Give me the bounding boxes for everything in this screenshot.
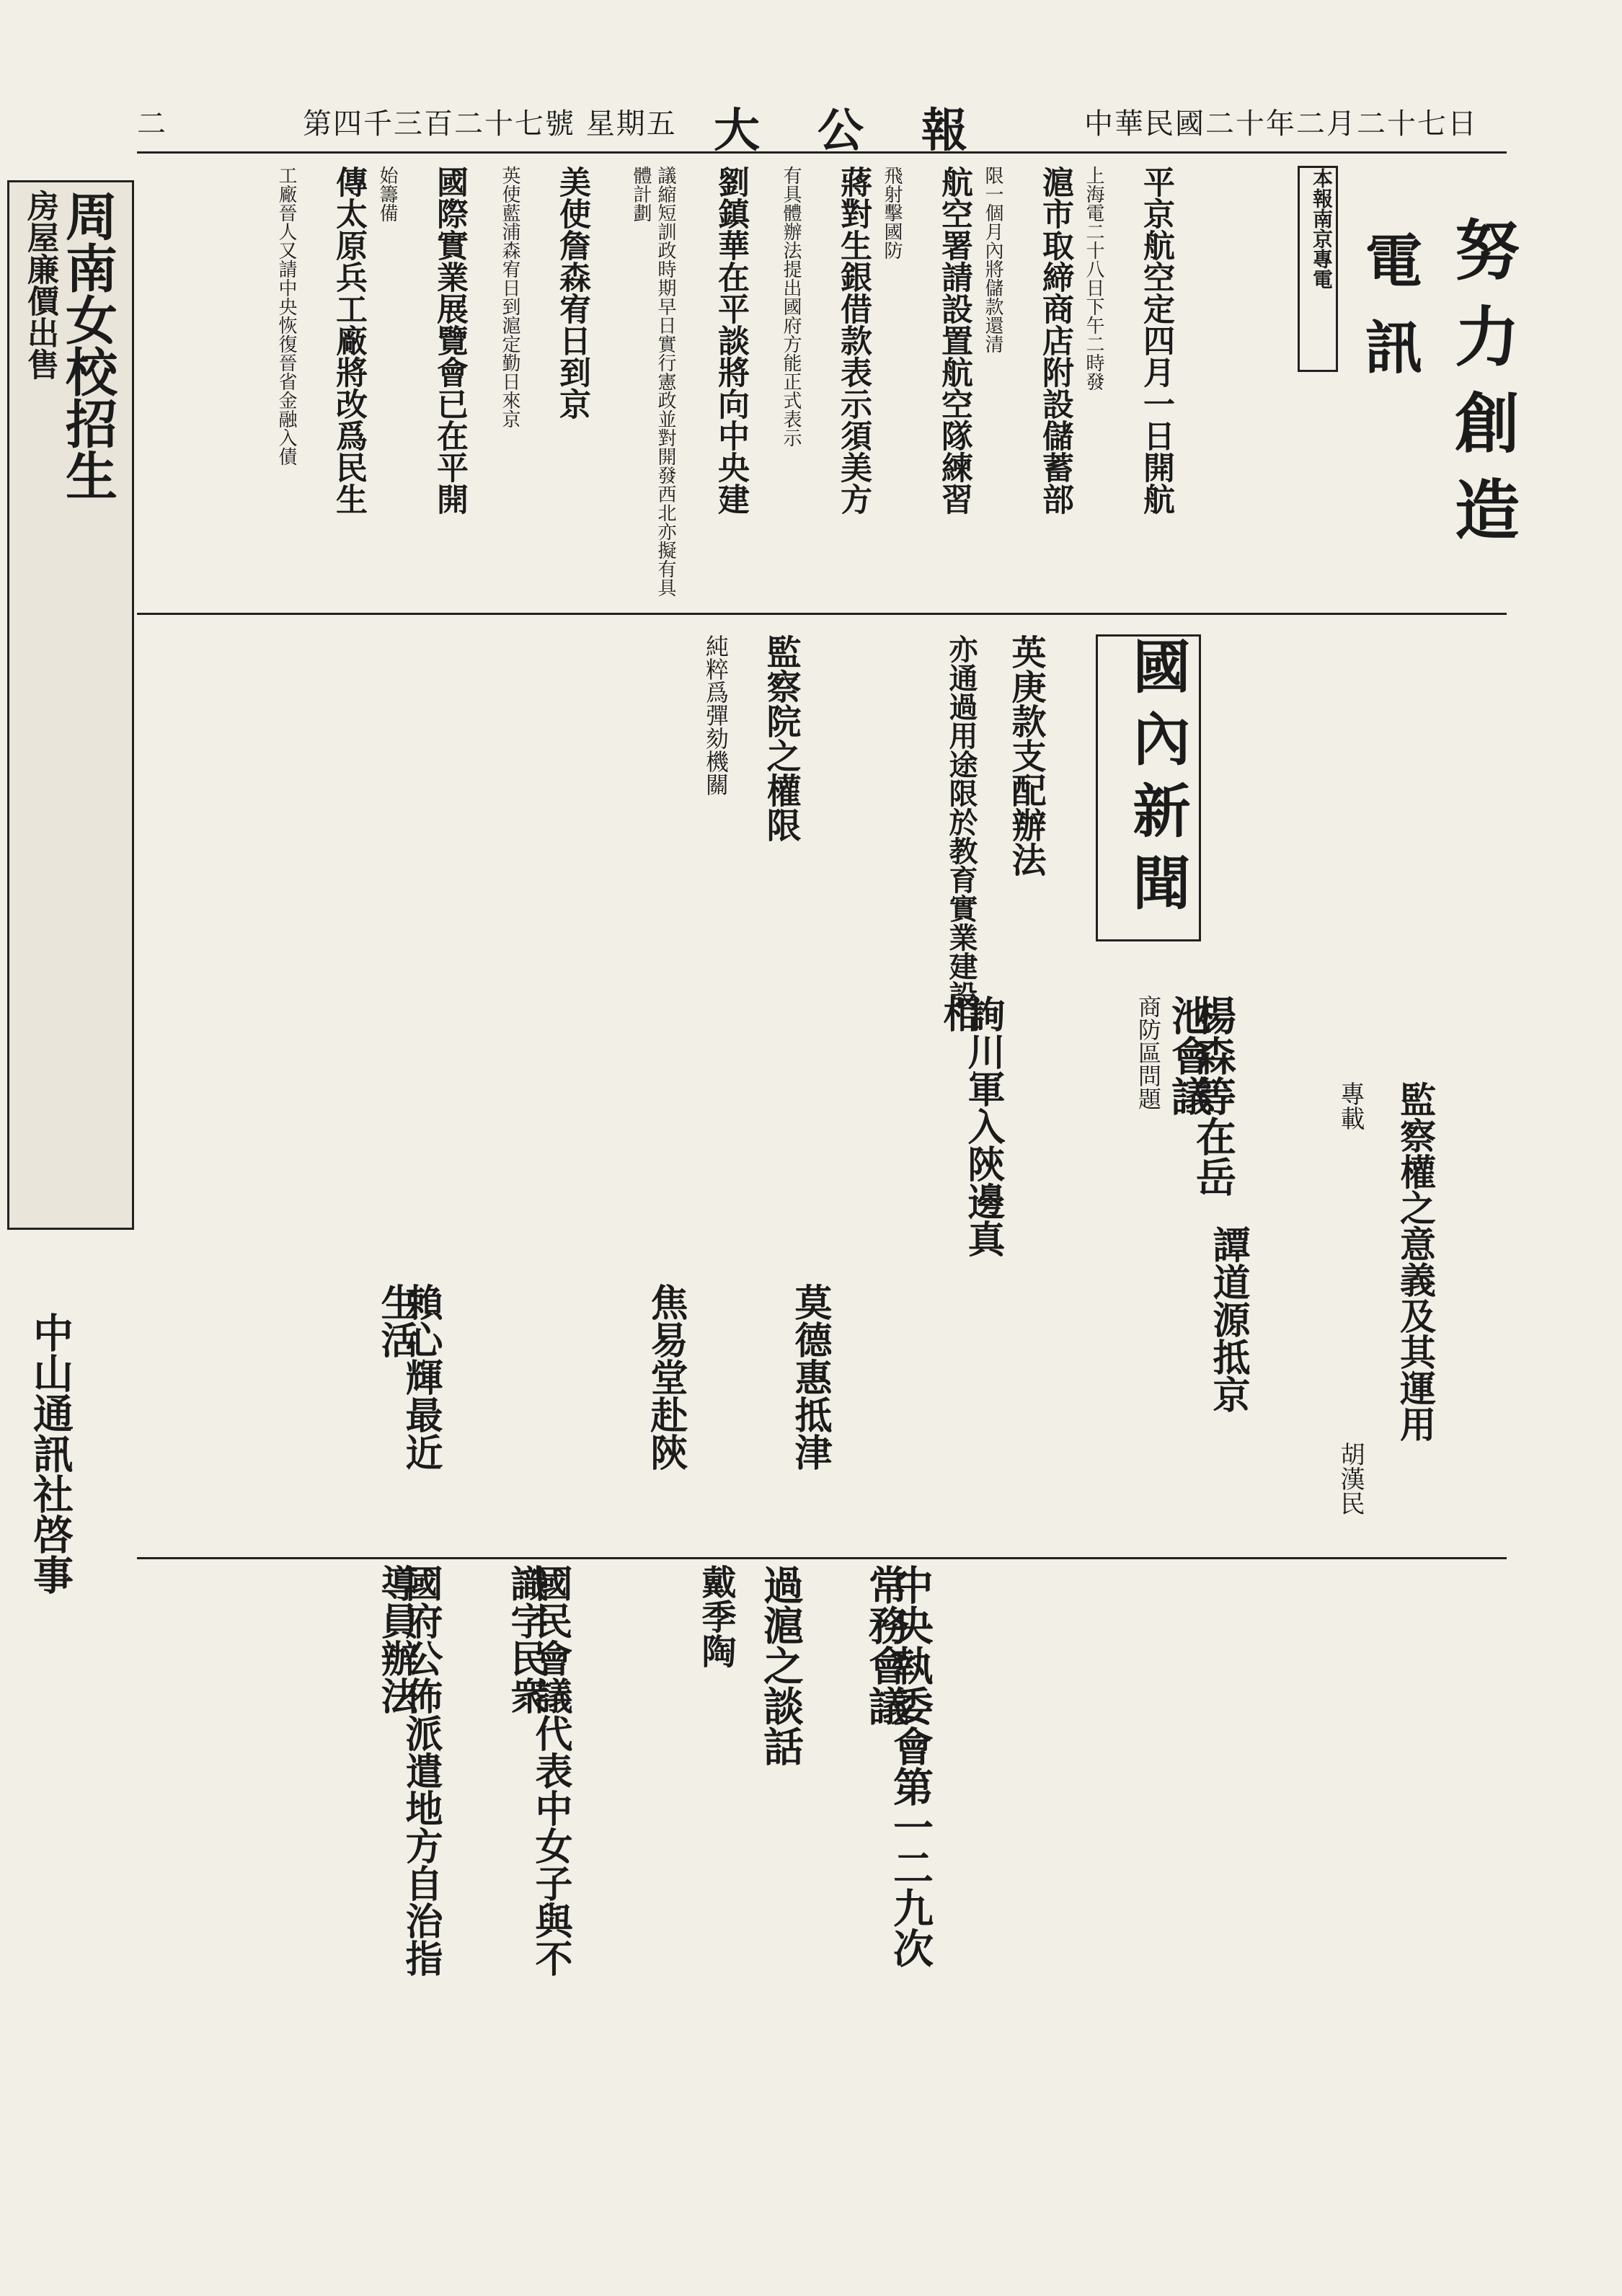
news-headline-2: 滬市取締商店附設儲蓄部 bbox=[1037, 166, 1073, 515]
lower-head2: 國民會議代表中女子與不識字民衆 bbox=[504, 1564, 572, 1977]
page-number: 二 bbox=[137, 107, 166, 141]
domestic-story3-sub: 商防區問題 bbox=[1135, 995, 1162, 1110]
news-headline-7: 國際實業展覽會已在平開 bbox=[431, 166, 468, 515]
weekday: 星期五 bbox=[585, 107, 677, 141]
news-headline-8: 傳太原兵工廠將改爲民生 bbox=[330, 166, 367, 515]
masthead-date: 中華民國二十年二月二十七日 bbox=[1084, 107, 1478, 141]
domestic-story5-head: 譚道源抵京 bbox=[1206, 1225, 1250, 1413]
left-ad-strip bbox=[7, 180, 134, 1230]
news-body-3: 飛射擊國防 bbox=[881, 166, 903, 260]
news-body-1: 上海電二十八日下午二時發 bbox=[1083, 166, 1104, 391]
domestic-story1-sub: 亦通過用途限於教育實業建設 bbox=[944, 634, 978, 1009]
news-headline-3: 航空署請設置航空隊練習 bbox=[936, 166, 972, 515]
domestic-news-title: 國內新聞 bbox=[1096, 634, 1201, 941]
feature-title: 監察權之意義及其運用 bbox=[1394, 1081, 1437, 1442]
lower-head3: 國府公佈派遣地方自治指導員辦法 bbox=[374, 1564, 443, 1977]
news-body-6: 英使藍浦森宥日到滬定勤日來京 bbox=[499, 166, 520, 428]
news-body-2: 限一個月內將儲款還清 bbox=[982, 166, 1003, 353]
news-body-8: 工廠晉人又請中央恢復晉省金融入債 bbox=[275, 166, 297, 466]
lower-head4: 過滬之談話 bbox=[757, 1564, 805, 1766]
domestic-story7-head: 焦易堂赴陝 bbox=[644, 1283, 688, 1471]
section-subtitle: 電訊 bbox=[1355, 231, 1423, 404]
masthead-title: 大公報 bbox=[714, 104, 1025, 158]
domestic-story2-sub: 純粹爲彈劾機關 bbox=[702, 634, 730, 796]
news-headline-4: 蔣對生銀借款表示須美方 bbox=[835, 166, 872, 515]
domestic-story3-head: 楊森等在岳池會議 bbox=[1165, 995, 1237, 1197]
feature-author: 胡漢民 bbox=[1336, 1442, 1365, 1515]
lower-head5: 戴季陶 bbox=[696, 1564, 736, 1668]
house-ad-title: 房屋廉價出售 bbox=[22, 190, 58, 380]
domestic-story1-head: 英庚款支配辦法 bbox=[1006, 634, 1046, 877]
school-ad-title: 周南女校招生 bbox=[57, 190, 118, 501]
feature-label: 專載 bbox=[1336, 1081, 1365, 1130]
issue-number: 第四千三百二十七號 bbox=[303, 107, 575, 141]
news-headline-1: 平京航空定四月一日開航 bbox=[1138, 166, 1174, 515]
news-headline-6: 美使詹森宥日到京 bbox=[554, 166, 590, 420]
masthead-issue bbox=[303, 101, 677, 142]
news-body-5: 議縮短訓政時期早日實行憲政並對開發西北亦擬有具體計劃 bbox=[630, 166, 676, 597]
section-title: 努力創造 bbox=[1443, 216, 1520, 562]
domestic-story4-head: 詢川軍入陝邊真相 bbox=[936, 995, 1005, 1257]
news-body-7: 始籌備 bbox=[376, 166, 398, 222]
divider-top bbox=[137, 613, 1507, 615]
lower-head1: 中央執委會第一二九次常務會議 bbox=[862, 1564, 934, 1968]
agency-ad-title: 中山通訊社啓事 bbox=[27, 1312, 74, 1595]
domestic-story2-head: 監察院之權限 bbox=[761, 634, 801, 842]
special-dispatch-tag: 本報南京專電 bbox=[1298, 166, 1338, 372]
domestic-story6-head: 莫德惠抵津 bbox=[788, 1283, 832, 1471]
masthead bbox=[137, 94, 1507, 158]
news-headline-5: 劉鎮華在平談將向中央建 bbox=[712, 166, 749, 515]
domestic-story8-head: 賴心輝最近生活 bbox=[374, 1283, 443, 1471]
divider-mid bbox=[137, 1557, 1507, 1559]
news-body-4: 有具體辦法提出國府方能正式表示 bbox=[780, 166, 802, 447]
